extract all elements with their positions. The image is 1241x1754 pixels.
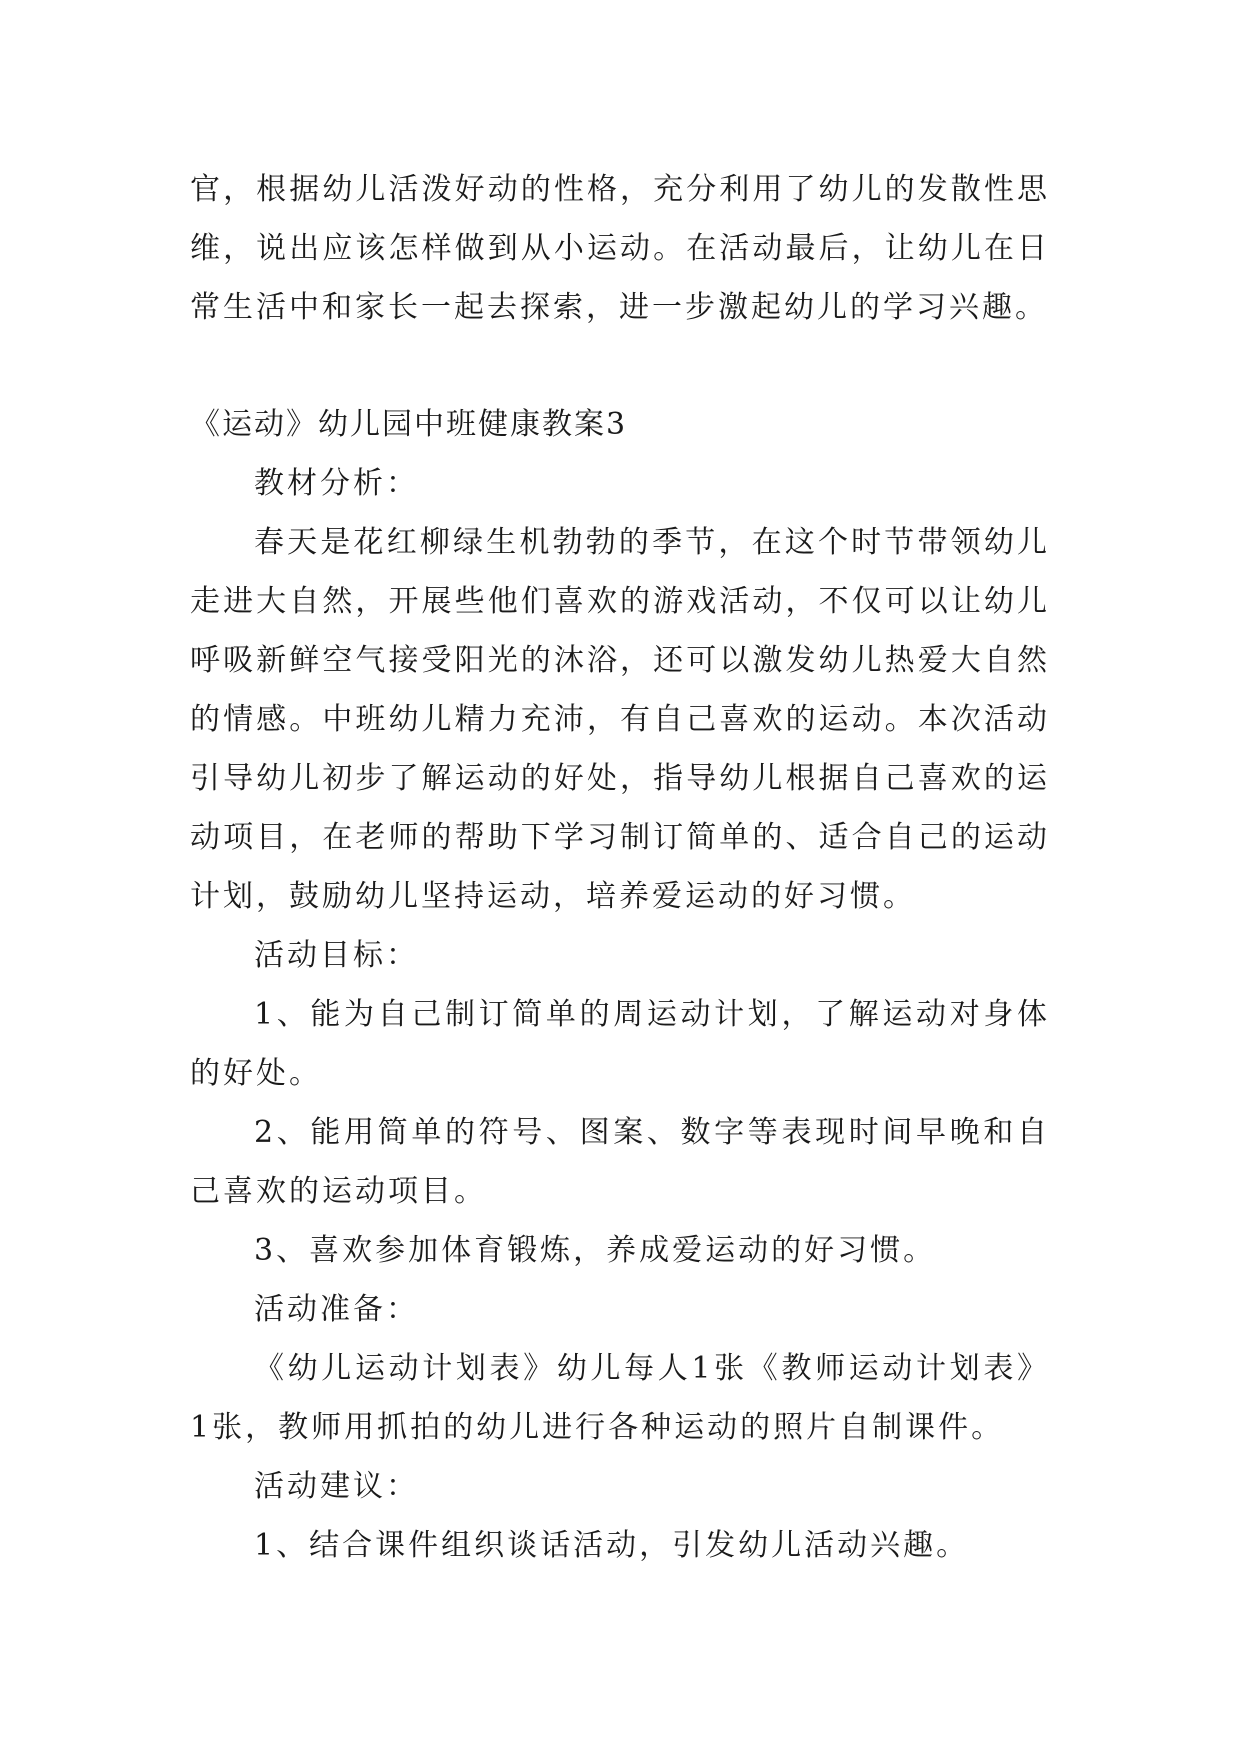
goal-item-1: 1、能为自己制订简单的周运动计划，了解运动对身体的好处。 xyxy=(190,997,1050,1091)
preparation-label: 活动准备： xyxy=(254,1292,419,1327)
analysis-paragraph: 春天是花红柳绿生机勃勃的季节，在这个时节带领幼儿走进大自然，开展些他们喜欢的游戏活动，不仅可以让幼儿呼吸新鲜空气接受阳光的沐浴，还可以激发幼儿热爱大自然的情感。中班幼儿精力充沛，有自己喜欢的运动。本次活动引导幼儿初步了解运动的好处，指导幼儿根据自己喜欢的运动项目，在老师的帮助下学习制订简单的、适合自己的运动计划，鼓励幼儿坚持运动，培养爱运动的好习惯。 xyxy=(190,525,1050,914)
goal-item-3: 3、喜欢参加体育锻炼，养成爱运动的好习惯。 xyxy=(254,1233,937,1268)
goal-item-2: 2、能用简单的符号、图案、数字等表现时间早晚和自己喜欢的运动项目。 xyxy=(190,1115,1050,1209)
section-heading: 《运动》幼儿园中班健康教案3 xyxy=(190,407,628,442)
goals-label: 活动目标： xyxy=(254,938,419,973)
continued-paragraph: 官，根据幼儿活泼好动的性格，充分利用了幼儿的发散性思维，说出应该怎样做到从小运动。在活动最后，让幼儿在日常生活中和家长一起去探索，进一步激起幼儿的学习兴趣。 xyxy=(190,172,1050,325)
preparation-paragraph: 《幼儿运动计划表》幼儿每人1张《教师运动计划表》1张，教师用抓拍的幼儿进行各种运动的照片自制课件。 xyxy=(190,1351,1050,1445)
suggestion-item-1: 1、结合课件组织谈话活动，引发幼儿活动兴趣。 xyxy=(254,1528,970,1563)
suggestions-label: 活动建议： xyxy=(254,1469,419,1504)
analysis-label: 教材分析： xyxy=(254,466,419,501)
document-body xyxy=(190,160,1050,1575)
